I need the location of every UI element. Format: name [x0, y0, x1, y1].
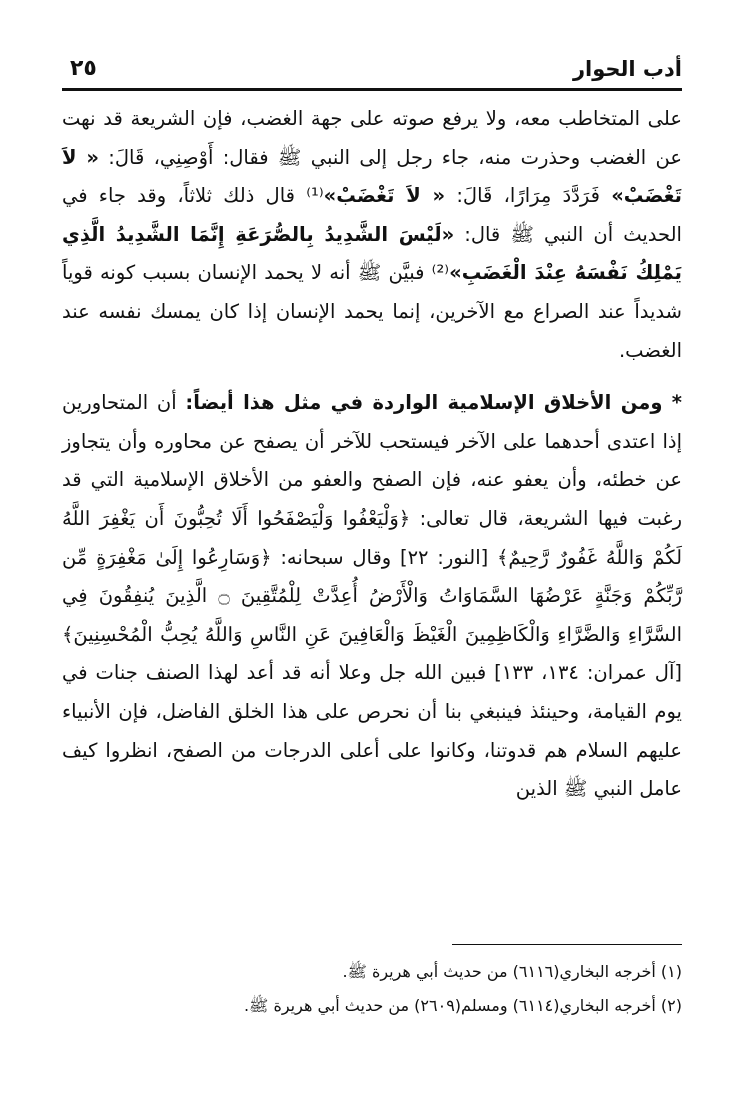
running-title: أدب الحوار [572, 57, 682, 81]
text-segment: ⁽¹⁾ قال ذلك ثلاثاً، وقد جاء في الحديث أن النبي ﷺ قال: [62, 184, 682, 246]
header-rule [62, 88, 682, 91]
footnote-rule [452, 944, 682, 945]
quran-verse: ﴿وَلْيَعْفُوا وَلْيَصْفَحُوا أَلَا تُحِبُّونَ أَن يَغْفِرَ اللَّهُ لَكُمْ وَاللَّهُ غَفُورٌ رَّحِيمٌ﴾ [62, 506, 683, 569]
text-segment: أن المتحاورين إذا اعتدى أحدهما على الآخر فيستحب للآخر أن يصفح عن محاوره وأن يتجاوز عن خطئه، وأن يعفو عنه، فإن الصفح والعفو من الأخلاق الإسلامية التي قد رغبت فيها الشريعة، قال تعالى: [62, 391, 683, 530]
hadith-quote: « لاَ تَغْضَبْ» [62, 145, 682, 208]
text-segment: على المتخاطب معه، ولا يرفع صوته على جهة الغضب، فإن الشريعة قد نهت عن الغضب وحذرت منه، جاء رجل إلى النبي ﷺ فقال: أَوْصِنِي، قَالَ: [62, 107, 682, 169]
paragraph-anger [62, 100, 682, 370]
paragraph-forgiveness [62, 384, 682, 809]
text-segment: فَرَدَّدَ مِرَارًا، قَالَ: [445, 184, 612, 208]
section-lead: * ومن الأخلاق الإسلامية الواردة في مثل هذا أيضاً: [185, 391, 682, 415]
page-number: ٢٥ [70, 56, 97, 81]
footnote-1: (١) أخرجه البخاري(٦١١٦) من حديث أبي هريرة ﷺ. [342, 962, 682, 981]
body-text [62, 100, 682, 809]
text-segment: ⁽²⁾ فبيَّن ﷺ أنه لا يحمد الإنسان بسبب كونه قوياً شديداً عند الصراع مع الآخرين، إنما يحمد الإنسان إذا كان يمسك نفسه عند الغضب. [62, 261, 682, 362]
text-segment: [آل عمران: ١٣٤، ١٣٣] فبين الله جل وعلا أنه قد أعد لهذا الصنف جنات في يوم القيامة، وحينئذ فينبغي بنا أن نحرص على هذا الخلق الفاضل، فإن الأنبياء عليهم السلام هم قدوتنا، وكانوا على أعلى الدرجات من الصفح، انظروا كيف عامل النبي ﷺ الذين [62, 661, 682, 801]
text-segment: [النور: ٢٢] وقال سبحانه: [271, 545, 497, 569]
hadith-quote: «لَيْسَ الشَّدِيدُ بِالصُّرَعَةِ إِنَّمَا الشَّدِيدُ الَّذِي يَمْلِكُ نَفْسَهُ عِنْدَ الْغَضَبِ» [62, 222, 682, 285]
footnotes [62, 944, 682, 1023]
footnote-2: (٢) أخرجه البخاري(٦١١٤) ومسلم(٢٦٠٩) من حديث أبي هريرة ﷺ. [243, 996, 682, 1015]
quran-verse: ﴿وَسَارِعُوا إِلَىٰ مَغْفِرَةٍ مِّن رَّبِّكُمْ وَجَنَّةٍ عَرْضُهَا السَّمَاوَاتُ وَالْأَرْضُ أُعِدَّتْ لِلْمُتَّقِينَ ۝ الَّذِينَ يُنفِقُونَ فِي السَّرَّاءِ وَالضَّرَّاءِ وَالْكَاظِمِينَ الْغَيْظَ وَالْعَافِينَ عَنِ النَّاسِ وَاللَّهُ يُحِبُّ الْمُحْسِنِينَ﴾ [62, 545, 682, 646]
page-header [62, 54, 682, 94]
hadith-quote: « لاَ تَغْضَبْ» [323, 184, 446, 208]
